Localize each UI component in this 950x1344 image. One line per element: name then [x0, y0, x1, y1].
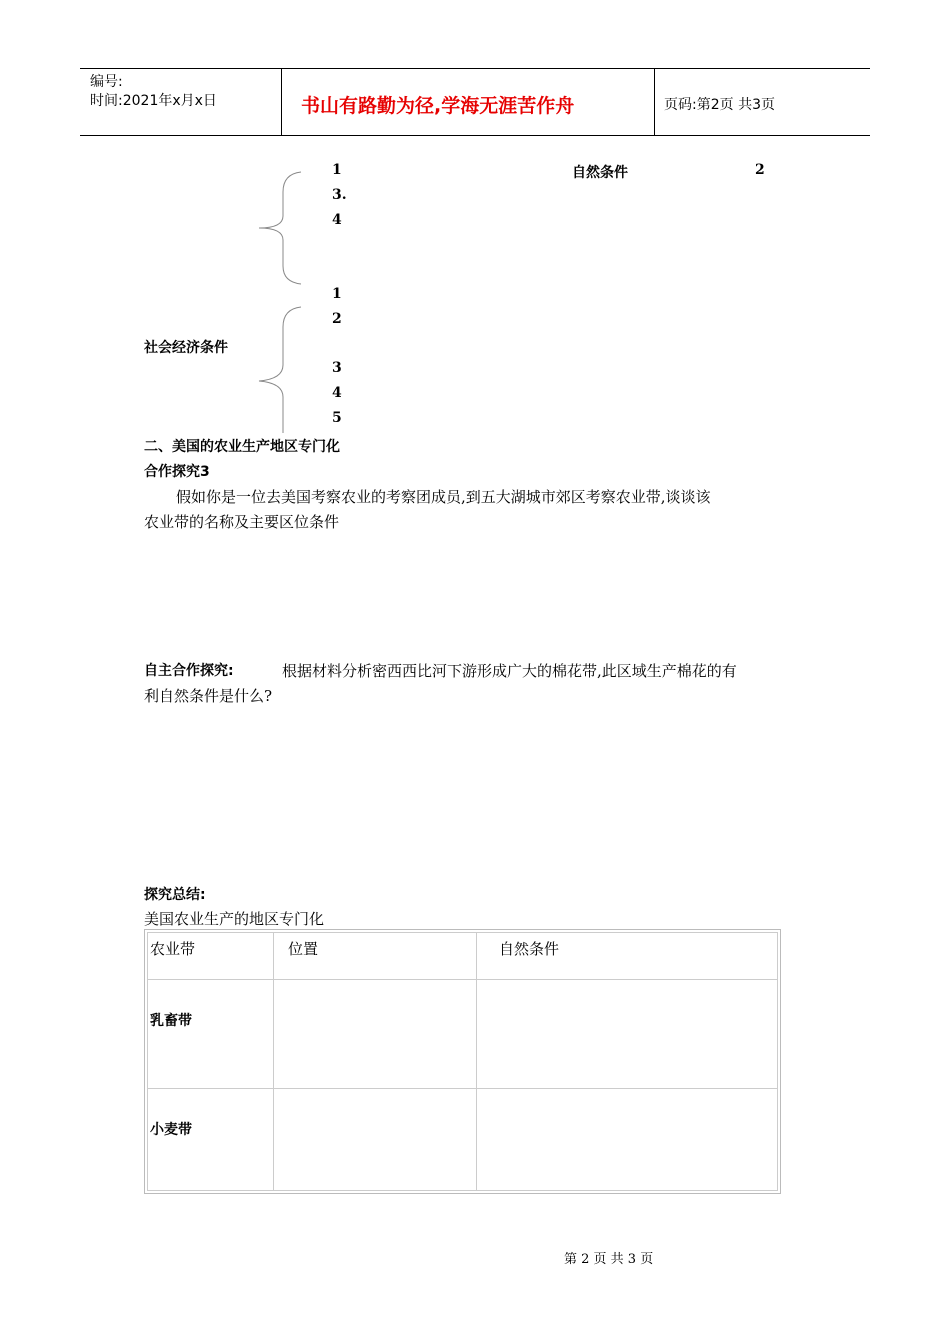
- footer-page-number: 第 2 页 共 3 页: [564, 1252, 654, 1267]
- social-item-4: 4: [332, 385, 342, 401]
- header-top-rule: [80, 68, 870, 69]
- header-page-code: 页码:第2页 共3页: [664, 97, 775, 113]
- social-item-3: 3: [332, 360, 342, 376]
- social-brace: [255, 305, 305, 435]
- table-header-belt: 农业带: [150, 940, 196, 958]
- summary-label: 探究总结:: [144, 887, 206, 903]
- natural-item-2: 2: [755, 162, 765, 178]
- summary-table-inner: [147, 932, 778, 1191]
- header-motto: 书山有路勤为径,学海无涯苦作舟: [301, 95, 575, 117]
- section2-paragraph-line1: 假如你是一位去美国考察农业的考察团成员,到五大湖城市郊区考察农业带,谈谈该: [176, 488, 711, 506]
- section2-paragraph-line2: 农业带的名称及主要区位条件: [144, 513, 340, 531]
- table-header-natural: 自然条件: [499, 940, 560, 958]
- header-bottom-rule: [80, 135, 870, 136]
- table-header-location: 位置: [288, 940, 319, 958]
- self-study-label: 自主合作探究:: [144, 663, 234, 679]
- section2-heading: 二、美国的农业生产地区专门化: [144, 439, 340, 455]
- header-divider-right: [654, 68, 655, 136]
- table-row-divider-2: [148, 1088, 777, 1089]
- natural-item-1: 1: [332, 162, 342, 178]
- table-col-divider-1: [273, 933, 274, 1190]
- header-number-label: 编号:: [90, 74, 123, 90]
- self-study-text-line2: 利自然条件是什么?: [144, 687, 273, 705]
- section2-subheading: 合作探究3: [144, 464, 210, 480]
- social-conditions-title: 社会经济条件: [144, 340, 228, 356]
- table-row-dairy-belt: 乳畜带: [150, 1013, 192, 1029]
- header-time-label: 时间:2021年x月x日: [90, 93, 217, 109]
- natural-item-3: 3.: [332, 187, 347, 203]
- social-item-2: 2: [332, 311, 342, 327]
- social-item-5: 5: [332, 410, 342, 426]
- social-item-1: 1: [332, 286, 342, 302]
- natural-conditions-title: 自然条件: [572, 165, 628, 181]
- table-col-divider-2: [476, 933, 477, 1190]
- self-study-text-line1: 根据材料分析密西西比河下游形成广大的棉花带,此区域生产棉花的有: [282, 662, 737, 680]
- summary-caption: 美国农业生产的地区专门化: [144, 910, 325, 928]
- header-divider-left: [281, 68, 282, 136]
- table-row-wheat-belt: 小麦带: [150, 1122, 192, 1138]
- natural-item-4: 4: [332, 212, 342, 228]
- table-row-divider-1: [148, 979, 777, 980]
- summary-table: [144, 929, 781, 1194]
- natural-brace: [255, 170, 305, 286]
